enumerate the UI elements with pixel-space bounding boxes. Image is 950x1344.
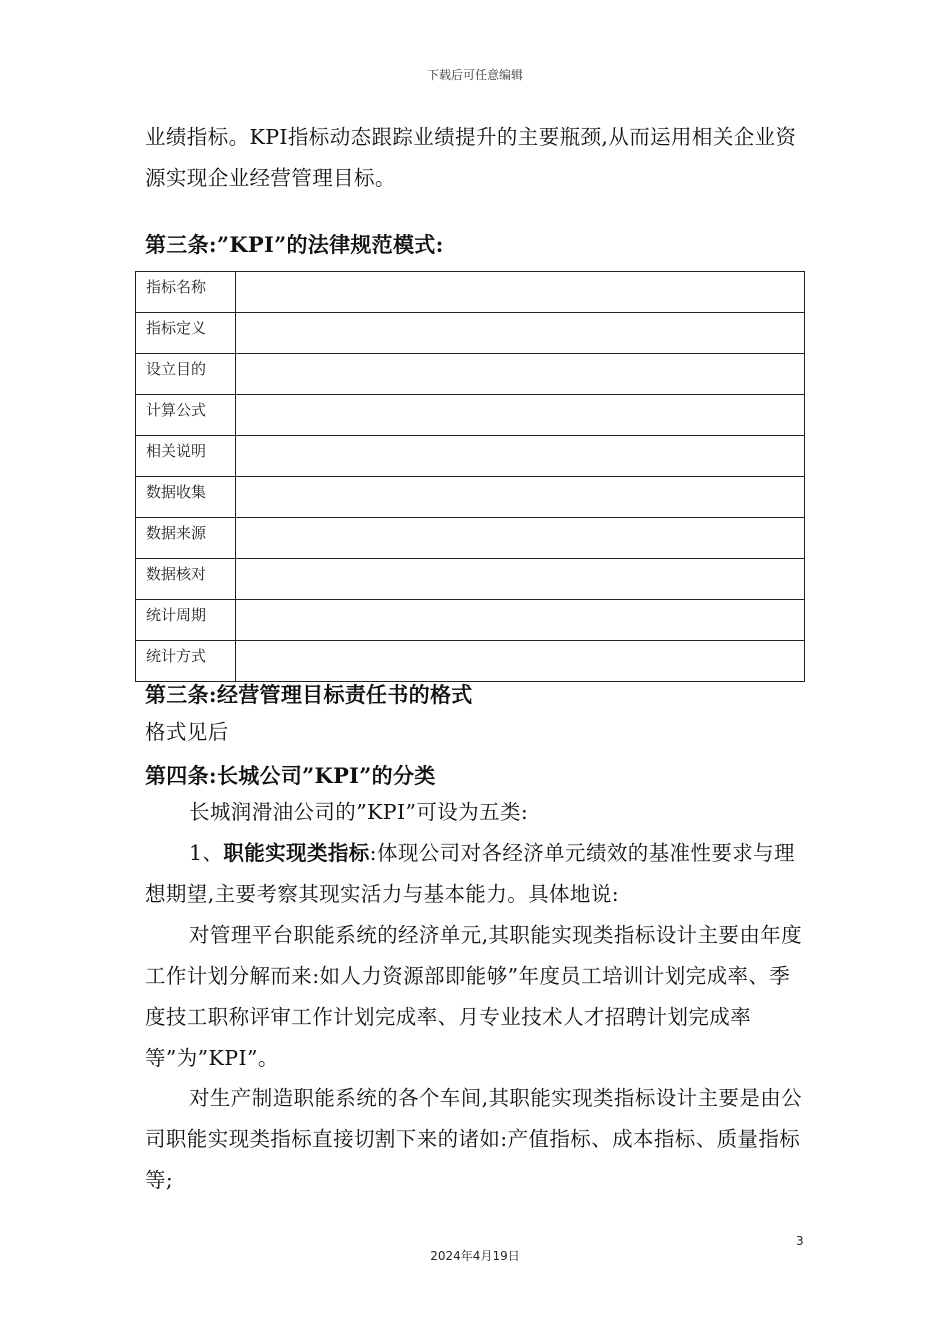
table-row-label: 数据来源 [136,518,236,559]
table-row-label: 指标定义 [136,313,236,354]
classification-production-paragraph: 对生产制造职能系统的各个车间,其职能实现类指标设计主要是由公司职能实现类指标直接切割下来的诸如:产值指标、成本指标、质量指标等; [145,1086,803,1192]
table-row-label: 统计方式 [136,641,236,682]
header-note: 下载后可任意编辑 [426,68,523,82]
table-row [136,395,805,436]
page-number: 3 [796,1234,804,1248]
classification-item-1 [145,833,807,915]
table-row-label: 数据核对 [136,559,236,600]
item-1-number: 1、 [189,841,224,865]
table-row-value [236,559,805,600]
classification-intro: 长城润滑油公司的”KPI”可设为五类: [189,800,529,824]
table-row-value [236,436,805,477]
section-format-title: 第三条:经营管理目标责任书的格式 [145,682,473,707]
section-classification-title: 第四条:长城公司”KPI”的分类 [145,763,436,788]
footer-date: 2024年4月19日 [430,1249,520,1263]
table-row [136,600,805,641]
table-row [136,518,805,559]
table-row-value [236,395,805,436]
table-row [136,436,805,477]
table-row-label: 计算公式 [136,395,236,436]
section-format-text: 格式见后 [145,720,229,744]
table-row-value [236,354,805,395]
classification-management-paragraph: 对管理平台职能系统的经济单元,其职能实现类指标设计主要由年度工作计划分解而来:如人力资源部即能够”年度员工培训计划完成率、季度技工职称评审工作计划完成率、月专业技术人才招聘计划完成率等”为”KPI”。 [145,923,803,1070]
kpi-template-table [135,271,805,682]
table-row-value [236,600,805,641]
item-1-term: 职能实现类指标 [223,841,370,865]
intro-paragraph: 业绩指标。KPI指标动态跟踪业绩提升的主要瓶颈,从而运用相关企业资源实现企业经营管理目标。 [145,125,797,190]
table-row-label: 统计周期 [136,600,236,641]
table-row-value [236,313,805,354]
table-row-value [236,641,805,682]
table-row-value [236,477,805,518]
table-row [136,313,805,354]
table-row [136,272,805,313]
table-row [136,354,805,395]
table-row [136,477,805,518]
table-row-label: 指标名称 [136,272,236,313]
table-row [136,559,805,600]
table-row-value [236,518,805,559]
table-row-label: 相关说明 [136,436,236,477]
table-row-value [236,272,805,313]
item-1-description: :体现公司对各经济单元绩效的基准性要求与理想期望,主要考察其现实活力与基本能力。具体地说: [145,841,795,906]
table-row-label: 数据收集 [136,477,236,518]
section-kpi-model-title: 第三条:”KPI”的法律规范模式: [145,232,444,257]
table-row [136,641,805,682]
table-row-label: 设立目的 [136,354,236,395]
